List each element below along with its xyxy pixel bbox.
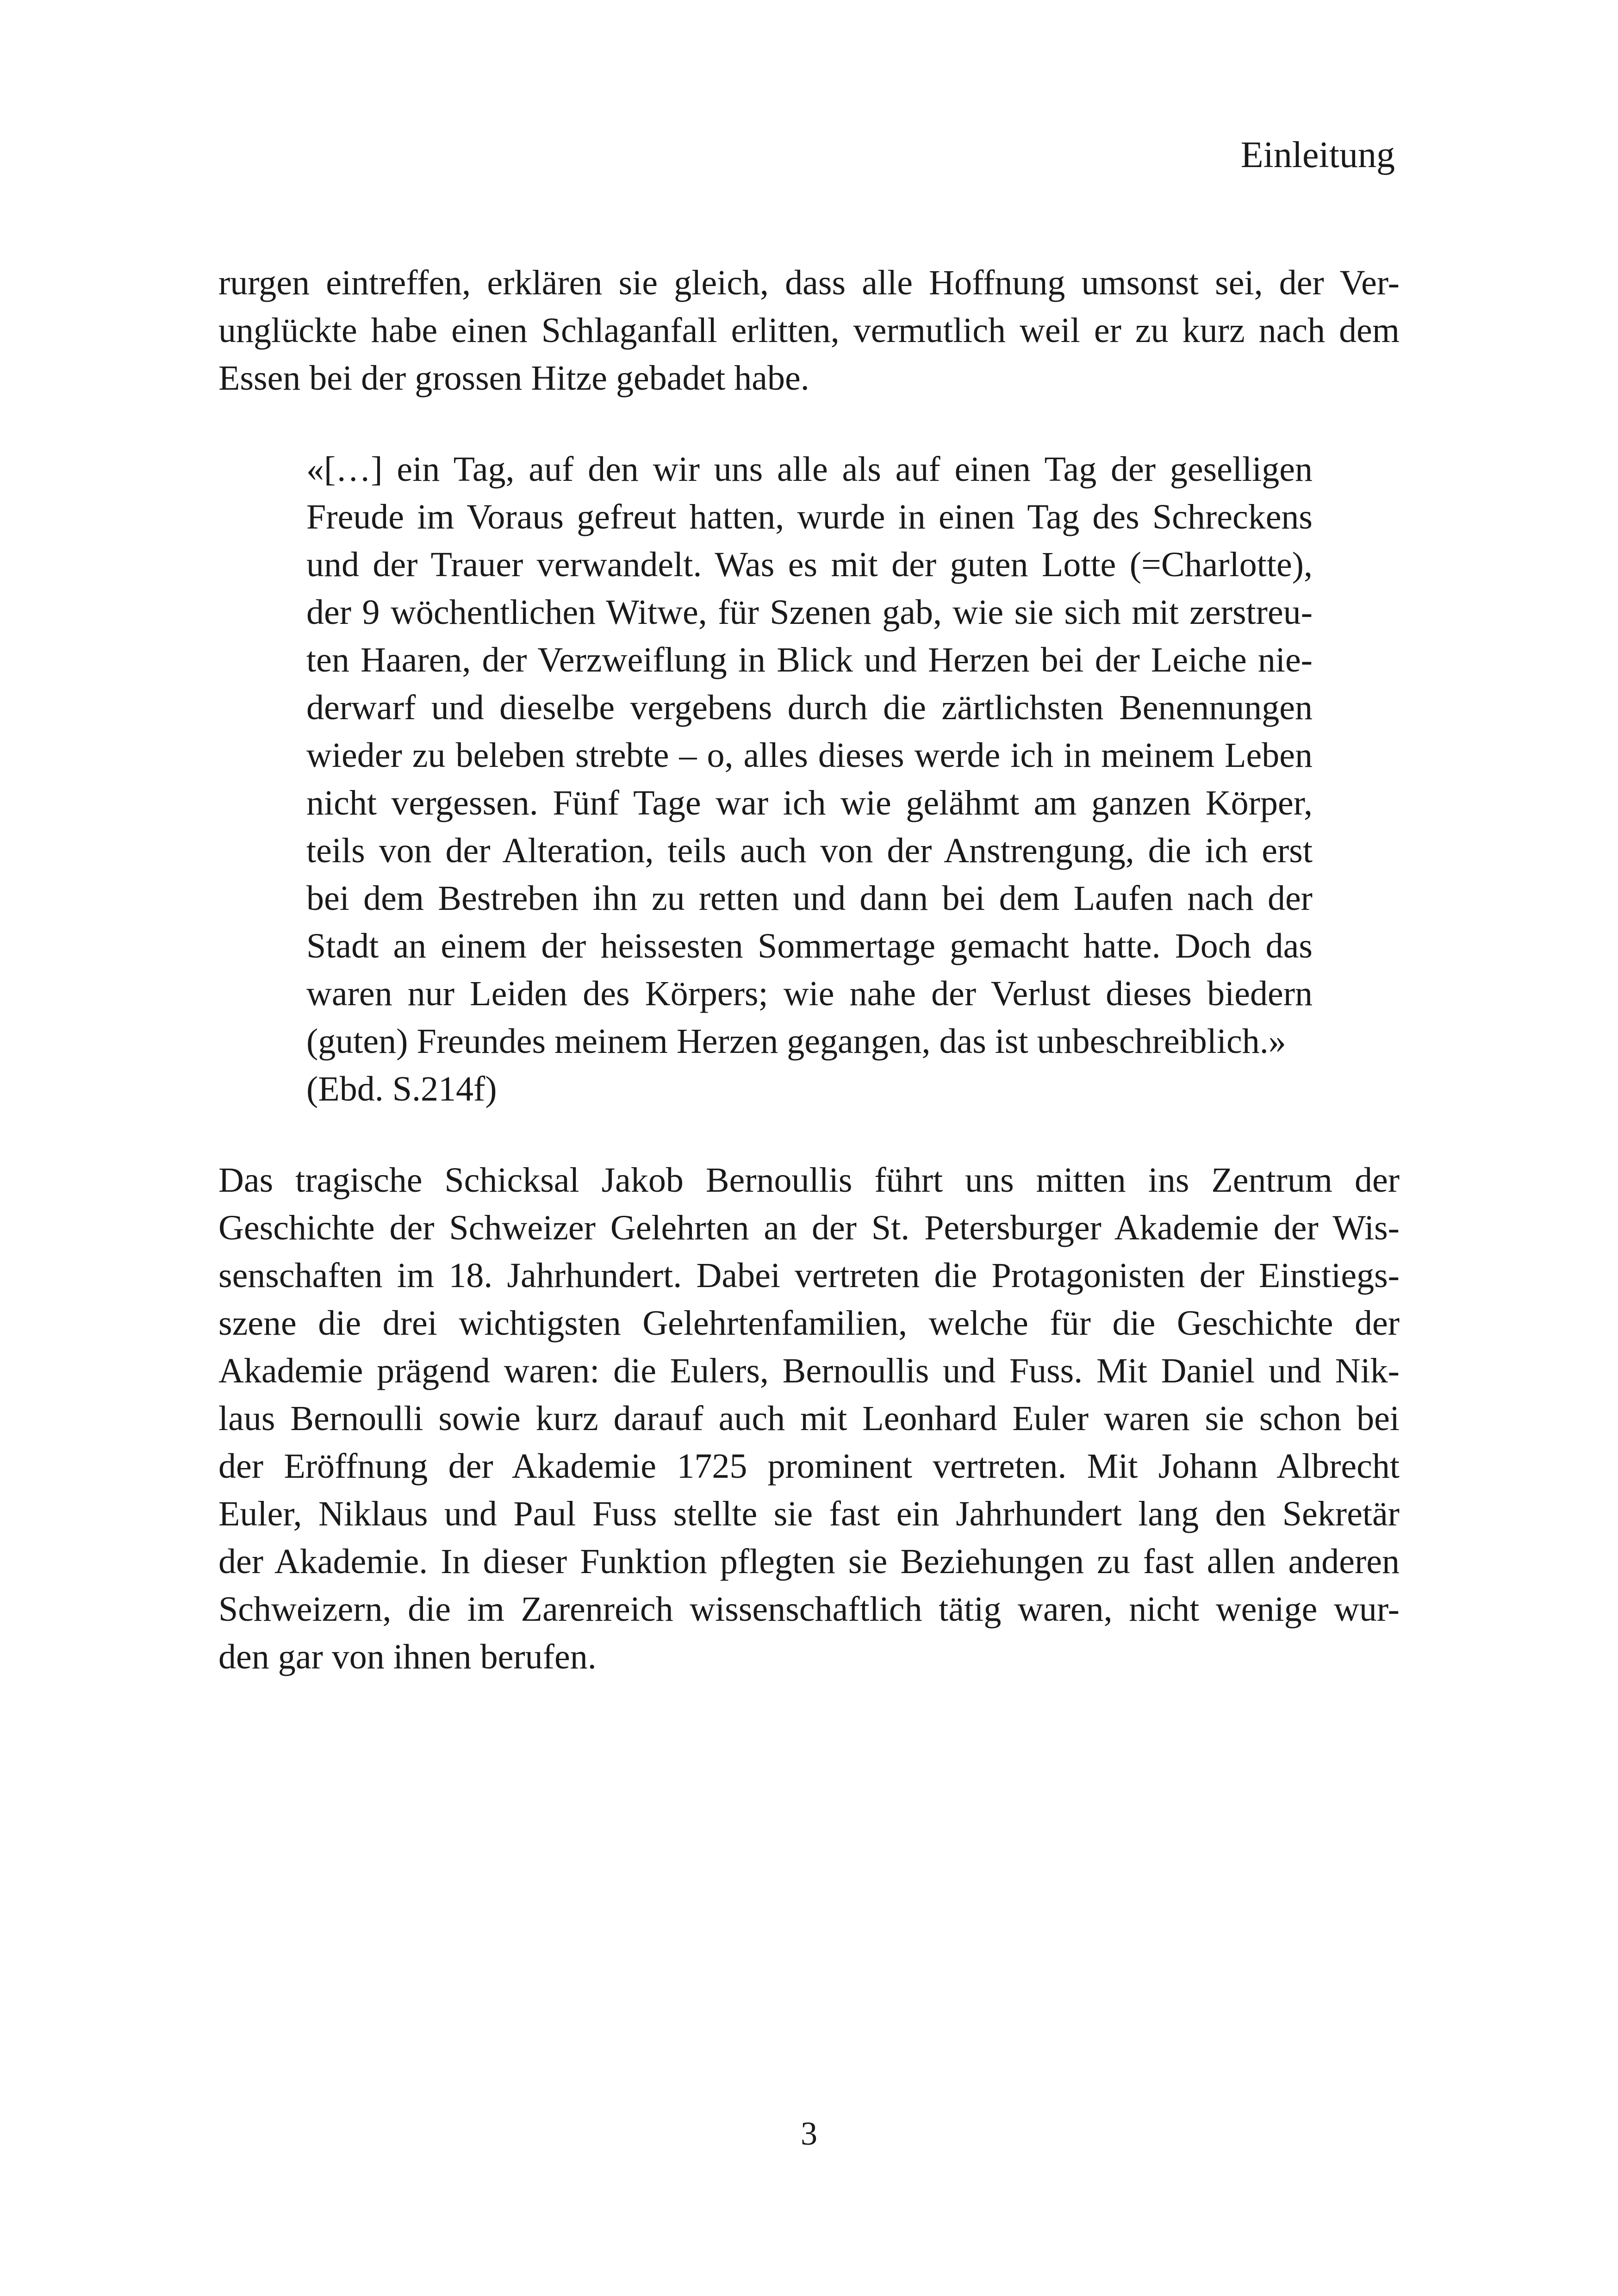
quote-citation: (Ebd. S.214f)	[306, 1070, 497, 1108]
text-line: rurgen eintreffen, erklären sie gleich, dass alle Hoffnung umsonst sei, der Ver-	[218, 263, 1400, 302]
quote-line: und der Trauer verwandelt. Was es mit der guten Lotte (=Charlotte),	[306, 545, 1313, 584]
quote-line: «[…] ein Tag, auf den wir uns alle als auf einen Tag der geselligen	[306, 450, 1313, 489]
page-body	[218, 259, 1400, 1681]
quote-line: waren nur Leiden des Körpers; wie nahe der Verlust dieses biedern	[306, 974, 1313, 1013]
quote-line: derwarf und dieselbe vergebens durch die zärtlichsten Benennungen	[306, 688, 1313, 727]
text-line: laus Bernoulli sowie kurz darauf auch mit Leonhard Euler waren sie schon bei	[218, 1399, 1400, 1438]
quote-line: bei dem Bestreben ihn zu retten und dann bei dem Laufen nach der	[306, 879, 1313, 918]
text-line: der Eröffnung der Akademie 1725 prominent vertreten. Mit Johann Albrecht	[218, 1447, 1400, 1486]
paragraph-2	[218, 1157, 1400, 1681]
text-line: Schweizern, die im Zarenreich wissenschaftlich tätig waren, nicht wenige wur-	[218, 1590, 1400, 1629]
text-line: Akademie prägend waren: die Eulers, Bernoullis und Fuss. Mit Daniel und Nik-	[218, 1351, 1400, 1390]
text-line: Das tragische Schicksal Jakob Bernoullis führt uns mitten ins Zentrum der	[218, 1161, 1400, 1200]
text-line: Geschichte der Schweizer Gelehrten an der St. Petersburger Akademie der Wis-	[218, 1208, 1400, 1247]
text-line: den gar von ihnen berufen.	[218, 1637, 597, 1676]
quote-line: Stadt an einem der heissesten Sommertage gemacht hatte. Doch das	[306, 927, 1313, 965]
quote-line: der 9 wöchentlichen Witwe, für Szenen gab, wie sie sich mit zerstreu-	[306, 593, 1313, 632]
text-line: Essen bei der grossen Hitze gebadet habe.	[218, 359, 809, 398]
text-line: unglückte habe einen Schlaganfall erlitten, vermutlich weil er zu kurz nach dem	[218, 311, 1400, 350]
block-quote	[306, 446, 1313, 1113]
quote-line: wieder zu beleben strebte – o, alles dieses werde ich in meinem Leben	[306, 736, 1313, 775]
page-number: 3	[801, 2115, 817, 2152]
quote-line: (guten) Freundes meinem Herzen gegangen, das ist unbeschreiblich.»	[306, 1022, 1286, 1061]
text-line: szene die drei wichtigsten Gelehrtenfamilien, welche für die Geschichte der	[218, 1304, 1400, 1343]
text-line: der Akademie. In dieser Funktion pflegten sie Beziehungen zu fast allen anderen	[218, 1542, 1400, 1581]
quote-line: nicht vergessen. Fünf Tage war ich wie gelähmt am ganzen Körper,	[306, 784, 1313, 822]
running-head: Einleitung	[1240, 135, 1395, 175]
paragraph-1	[218, 259, 1400, 402]
text-line: Euler, Niklaus und Paul Fuss stellte sie fast ein Jahrhundert lang den Sekretär	[218, 1494, 1400, 1533]
quote-line: teils von der Alteration, teils auch von der Anstrengung, die ich erst	[306, 831, 1313, 870]
quote-line: Freude im Voraus gefreut hatten, wurde in einen Tag des Schreckens	[306, 498, 1313, 536]
quote-line: ten Haaren, der Verzweiflung in Blick und Herzen bei der Leiche nie-	[306, 641, 1313, 679]
text-line: senschaften im 18. Jahrhundert. Dabei vertreten die Protagonisten der Einstiegs-	[218, 1256, 1400, 1295]
